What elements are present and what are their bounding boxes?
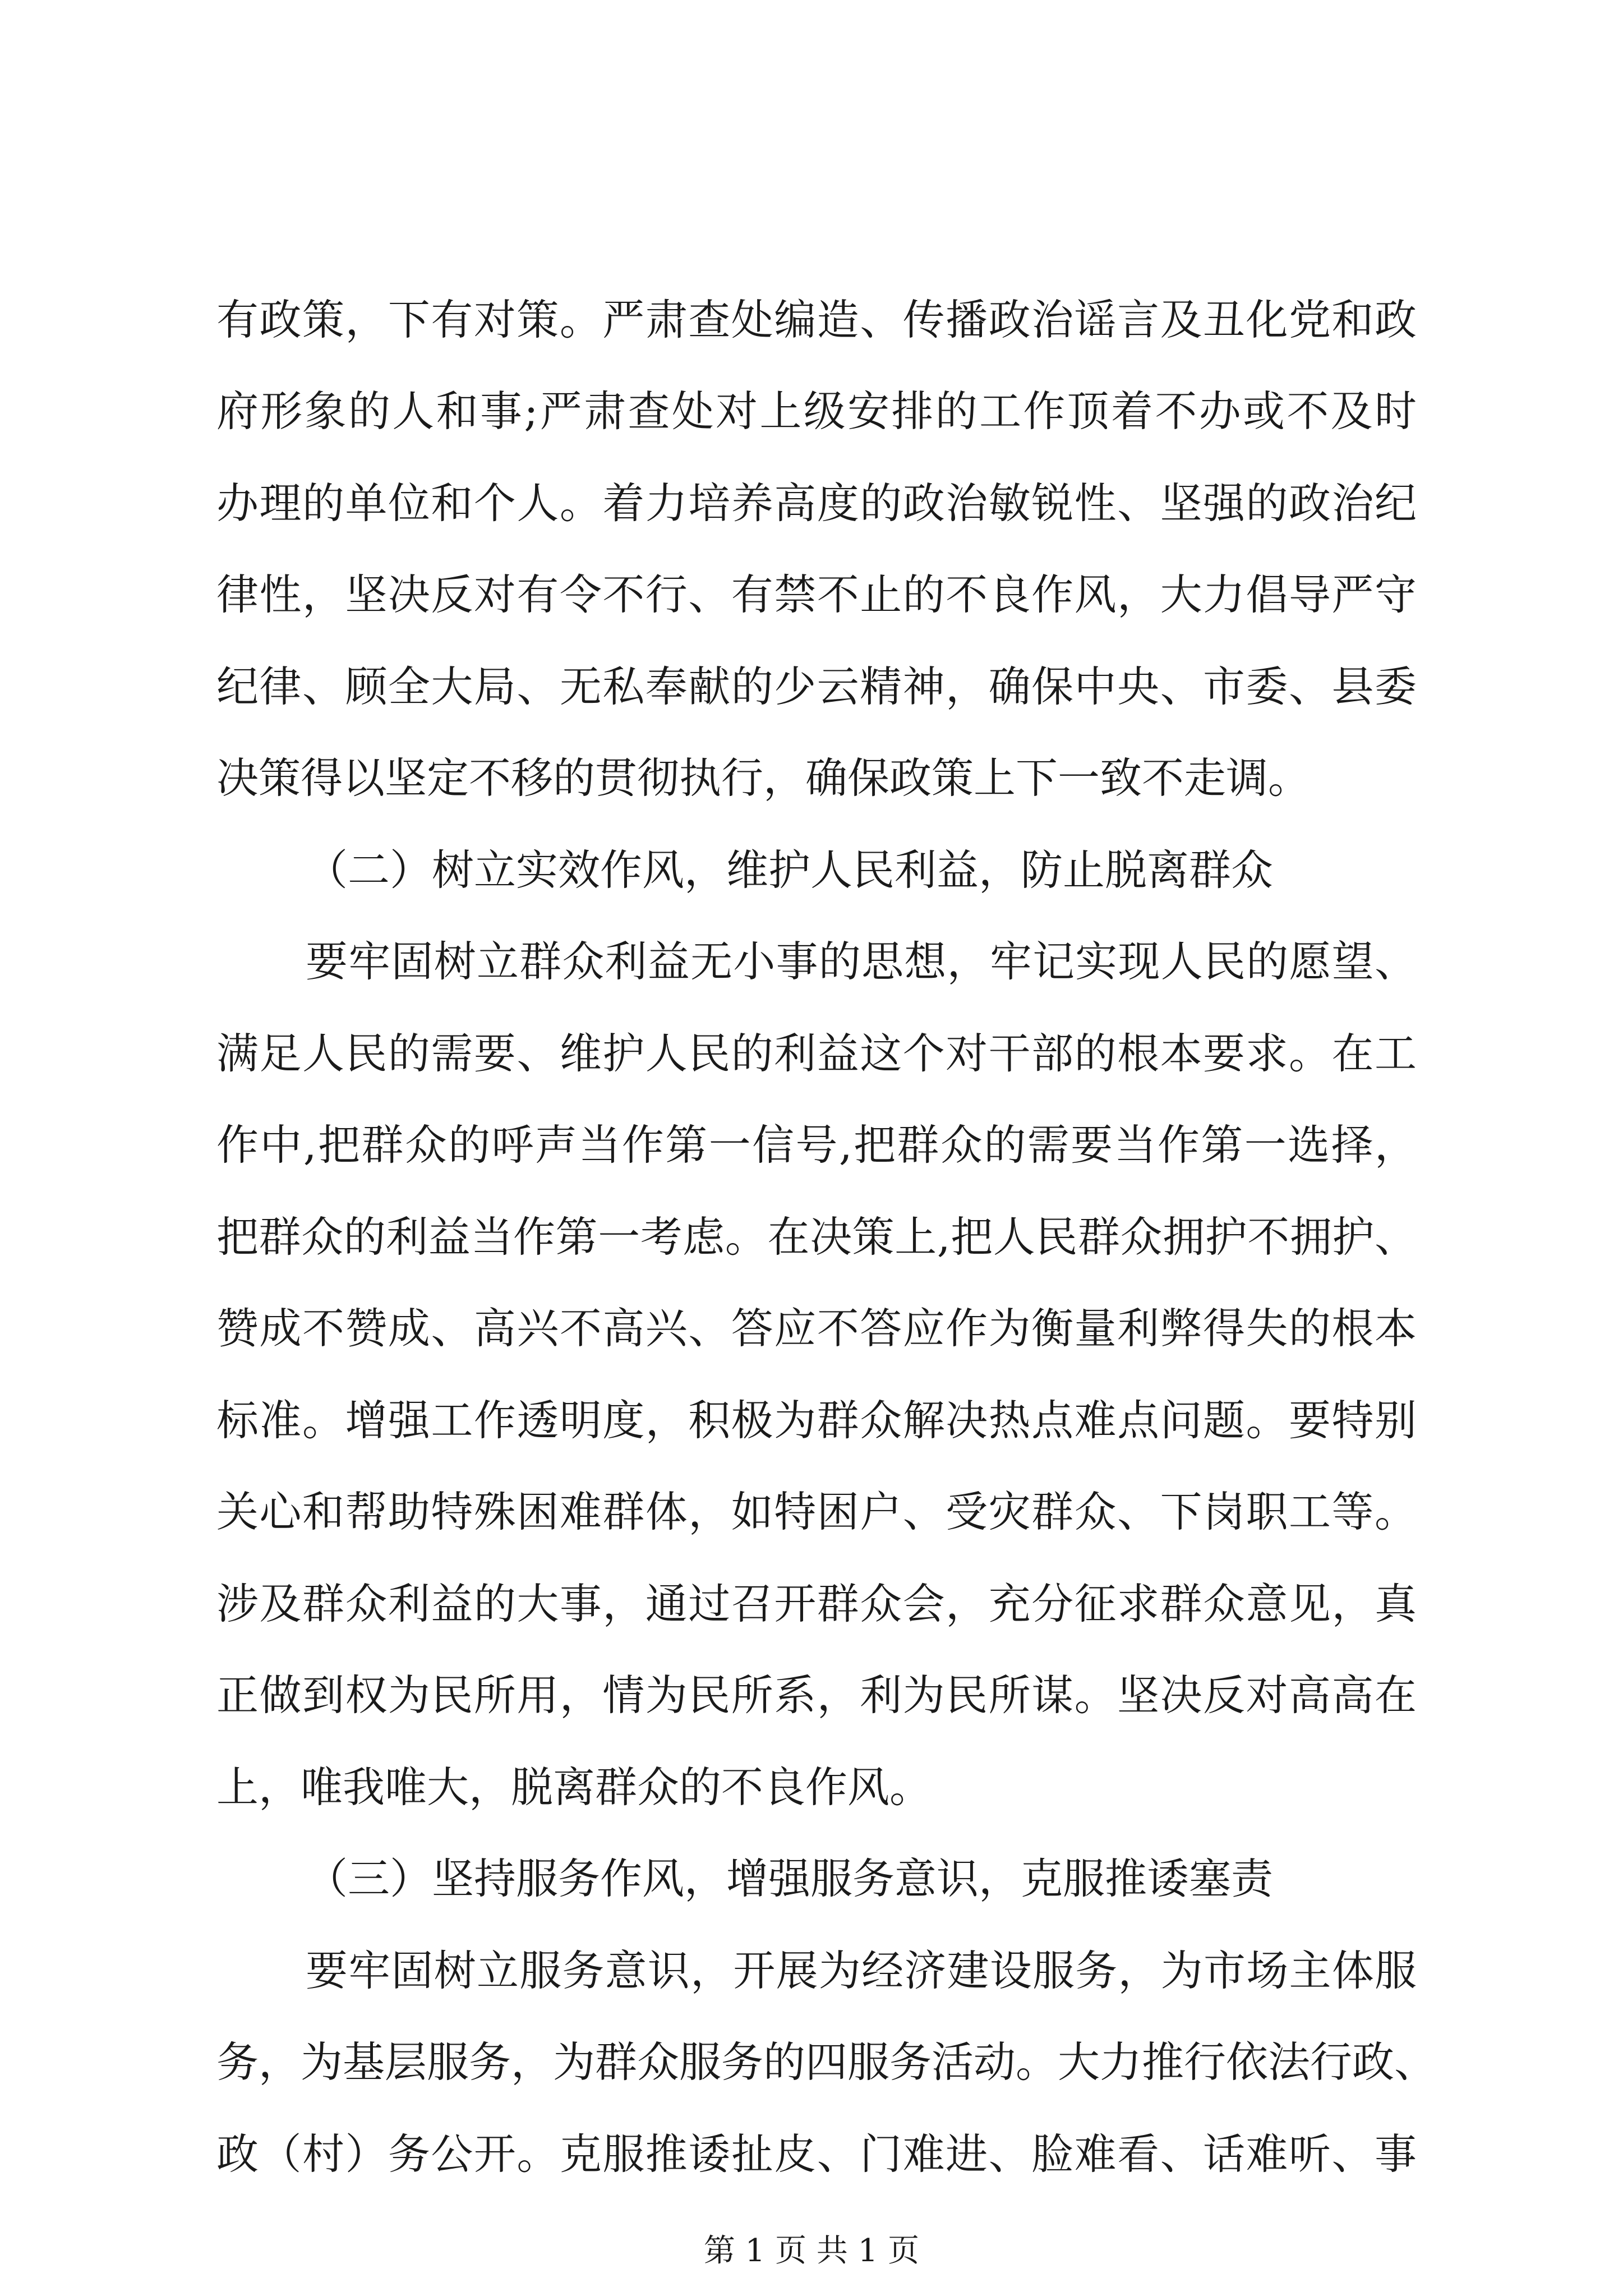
page-footer: 第 1 页 共 1 页: [703, 2233, 920, 2269]
body-text-line: 府形象的人和事;严肃查处对上级安排的工作顶着不办或不及时: [216, 386, 1417, 436]
body-text-line: 要牢固树立服务意识，开展为经济建设服务，为市场主体服: [306, 1946, 1417, 1995]
section-heading-2: （二）树立实效作风，维护人民利益，防止脱离群众: [306, 845, 1274, 895]
body-text-line: 政（村）务公开。克服推诿扯皮、门难进、脸难看、话难听、事: [216, 2129, 1417, 2179]
body-text-line: 律性，坚决反对有令不行、有禁不止的不良作风，大力倡导严守: [216, 570, 1417, 619]
body-text-line: 关心和帮助特殊困难群体，如特困户、受灾群众、下岗职工等。: [216, 1487, 1417, 1536]
body-text-line: 上，唯我唯大，脱离群众的不良作风。: [216, 1763, 932, 1812]
body-text-line: 正做到权为民所用，情为民所系，利为民所谋。坚决反对高高在: [216, 1671, 1417, 1720]
body-text-line: 务，为基层服务，为群众服务的四服务活动。大力推行依法行政、: [216, 2037, 1437, 2087]
body-text-line: 标准。增强工作透明度，积极为群众解决热点难点问题。要特别: [216, 1396, 1417, 1445]
body-text-line: 要牢固树立群众利益无小事的思想，牢记实现人民的愿望、: [306, 937, 1417, 986]
section-heading-3: （三）坚持服务作风，增强服务意识，克服推诿塞责: [306, 1854, 1274, 1903]
body-text-line: 满足人民的需要、维护人民的利益这个对干部的根本要求。在工: [216, 1029, 1417, 1078]
body-text-line: 赞成不赞成、高兴不高兴、答应不答应作为衡量利弊得失的根本: [216, 1304, 1417, 1353]
body-text-line: 有政策，下有对策。严肃查处编造、传播政治谣言及丑化党和政: [216, 295, 1417, 344]
body-text-line: 涉及群众利益的大事，通过召开群众会，充分征求群众意见，真: [216, 1579, 1417, 1628]
body-text-line: 决策得以坚定不移的贯彻执行，确保政策上下一致不走调。: [216, 753, 1311, 803]
body-text-line: 把群众的利益当作第一考虑。在决策上,把人民群众拥护不拥护、: [216, 1212, 1417, 1262]
body-text-line: 纪律、顾全大局、无私奉献的少云精神，确保中央、市委、县委: [216, 662, 1417, 711]
body-text-line: 作中,把群众的呼声当作第一信号,把群众的需要当作第一选择，: [216, 1120, 1417, 1170]
body-text-line: 办理的单位和个人。着力培养高度的政治敏锐性、坚强的政治纪: [216, 478, 1417, 528]
